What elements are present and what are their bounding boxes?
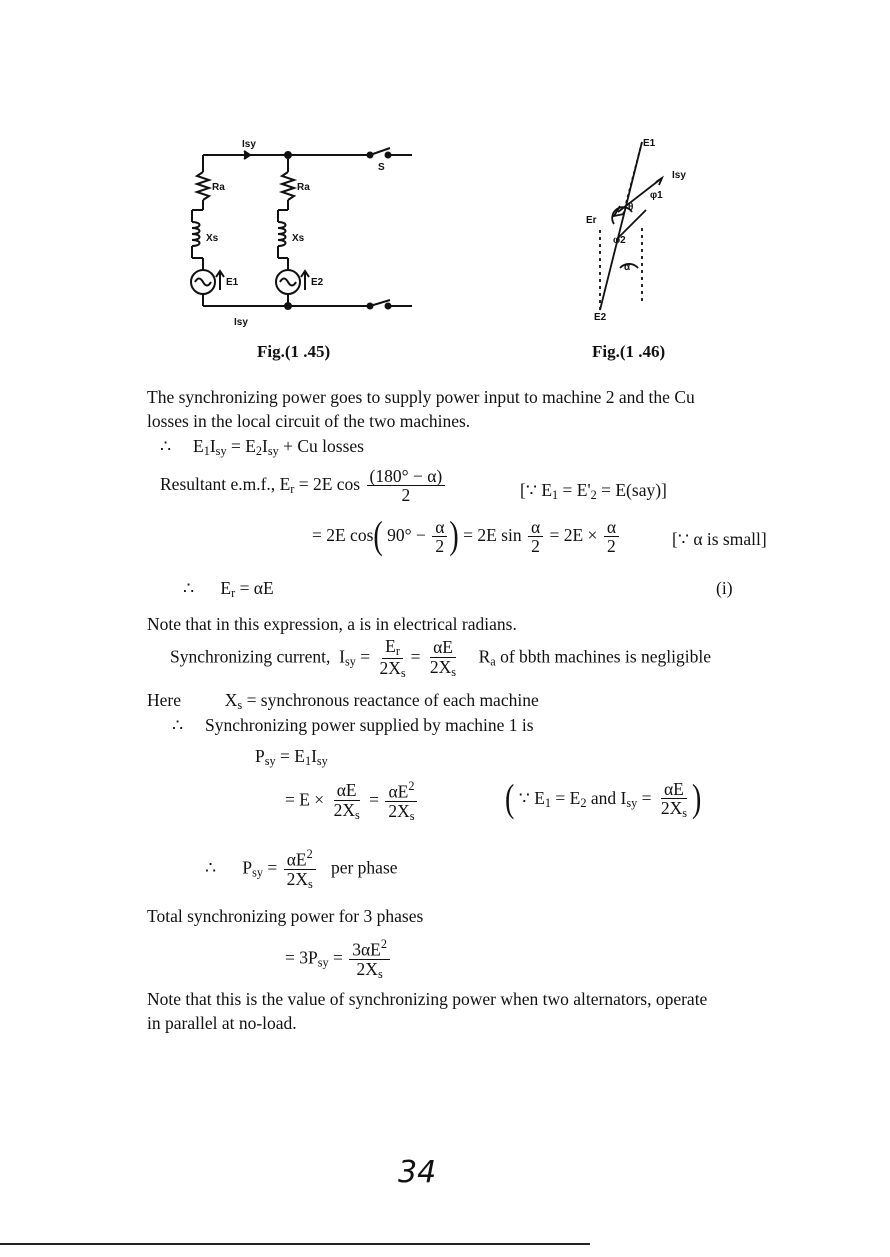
- equation-psy-per-phase: ∴ $P_{sy}$ = $\frac{\alpha E^2}{2X_s}$ per phase: [205, 847, 398, 891]
- equation-emf-expansion: = 2E cos( 90° − $\frac{\alpha}{2}$ ) = 2E sin $\frac{\alpha}{2}$ = 2E × $\frac{\alpha}{2}$: [312, 518, 621, 556]
- paragraph-line: losses in the local circuit of the two machines.: [147, 411, 471, 431]
- equation-resultant-emf: Resultant e.m.f., $E_r = 2E$ cos $\frac{(180^\circ - \alpha)}{2}$: [160, 467, 447, 505]
- equation-tag: (i): [716, 578, 733, 598]
- label-switch: S: [378, 162, 385, 173]
- equation-psy: $P_{sy} = E_1I_{sy}$: [255, 746, 328, 769]
- equation-sync-current: Synchronizing current, $I_{sy}$ = $\frac{E_r}{2X_s}$ = $\frac{\alpha E}{2X_s}$ $R_a$ of bbth machines is negligible: [170, 636, 712, 680]
- final-note-line: Note that this is the value of synchronizing power when two alternators, operate: [147, 989, 708, 1009]
- phasor-label-er: Er: [586, 215, 597, 226]
- label-xs2: Xs: [292, 233, 305, 244]
- supplied-line: ∴ Synchronizing power supplied by machine 1 is: [172, 715, 534, 735]
- phasor-label-e2: E2: [594, 312, 607, 323]
- footer-rule: [0, 1243, 590, 1245]
- equation-total-power: = $3P_{sy}$ = $\frac{3\alpha E^2}{2X_s}$: [285, 938, 392, 981]
- phasor-label-e1: E1: [643, 138, 656, 149]
- phasor-label-phi2: φ2: [613, 235, 626, 246]
- label-ra1: Ra: [212, 182, 225, 193]
- total-label: Total synchronizing power for 3 phases: [147, 906, 424, 926]
- definition-xs: Here $X_s$ = synchronous reactance of each machine: [147, 690, 539, 713]
- page-number: 34: [398, 1155, 437, 1190]
- figure-caption-left: Fig.(1 .45): [257, 342, 331, 361]
- phasor-label-theta: θ: [628, 202, 634, 213]
- paragraph-line: The synchronizing power goes to supply power input to machine 2 and the Cu: [147, 387, 695, 407]
- phasor-label-isy: Isy: [672, 170, 686, 181]
- equation-er: ∴ $E_r = \alpha E$: [183, 578, 274, 601]
- phasor-label-alpha: α: [624, 262, 631, 273]
- label-ra2: Ra: [297, 182, 310, 193]
- figure-caption-right: Fig.(1 .46): [592, 342, 666, 361]
- label-xs1: Xs: [206, 233, 219, 244]
- phasor-label-phi1: φ1: [650, 190, 663, 201]
- final-note-line: in parallel at no-load.: [147, 1013, 297, 1033]
- equation-note-emf: [∵ $E_1 = E'_2 = E(say)$]: [520, 480, 667, 503]
- equation-power-balance: ∴ $E_1I_{sy} = E_2I_{sy} + Cu$ losses: [160, 436, 364, 459]
- label-isy-bottom: Isy: [234, 317, 248, 328]
- label-isy-top: Isy: [242, 139, 256, 150]
- circuit-diagram: [170, 130, 430, 335]
- label-e2: E2: [311, 277, 324, 288]
- equation-psy-expansion: = E × $\frac{\alpha E}{2X_s}$ = $\frac{\alpha E^2}{2X_s}$: [285, 780, 420, 823]
- note-radians: Note that in this expression, a is in electrical radians.: [147, 614, 517, 634]
- phasor-diagram: [580, 130, 700, 325]
- label-e1: E1: [226, 277, 239, 288]
- equation-note-small: [∵ α is small]: [672, 529, 767, 549]
- equation-condition: ( ∵ $E_1 = E_2$ and $I_{sy}$ = $\frac{\alpha E}{2X_s}$ ): [505, 777, 702, 822]
